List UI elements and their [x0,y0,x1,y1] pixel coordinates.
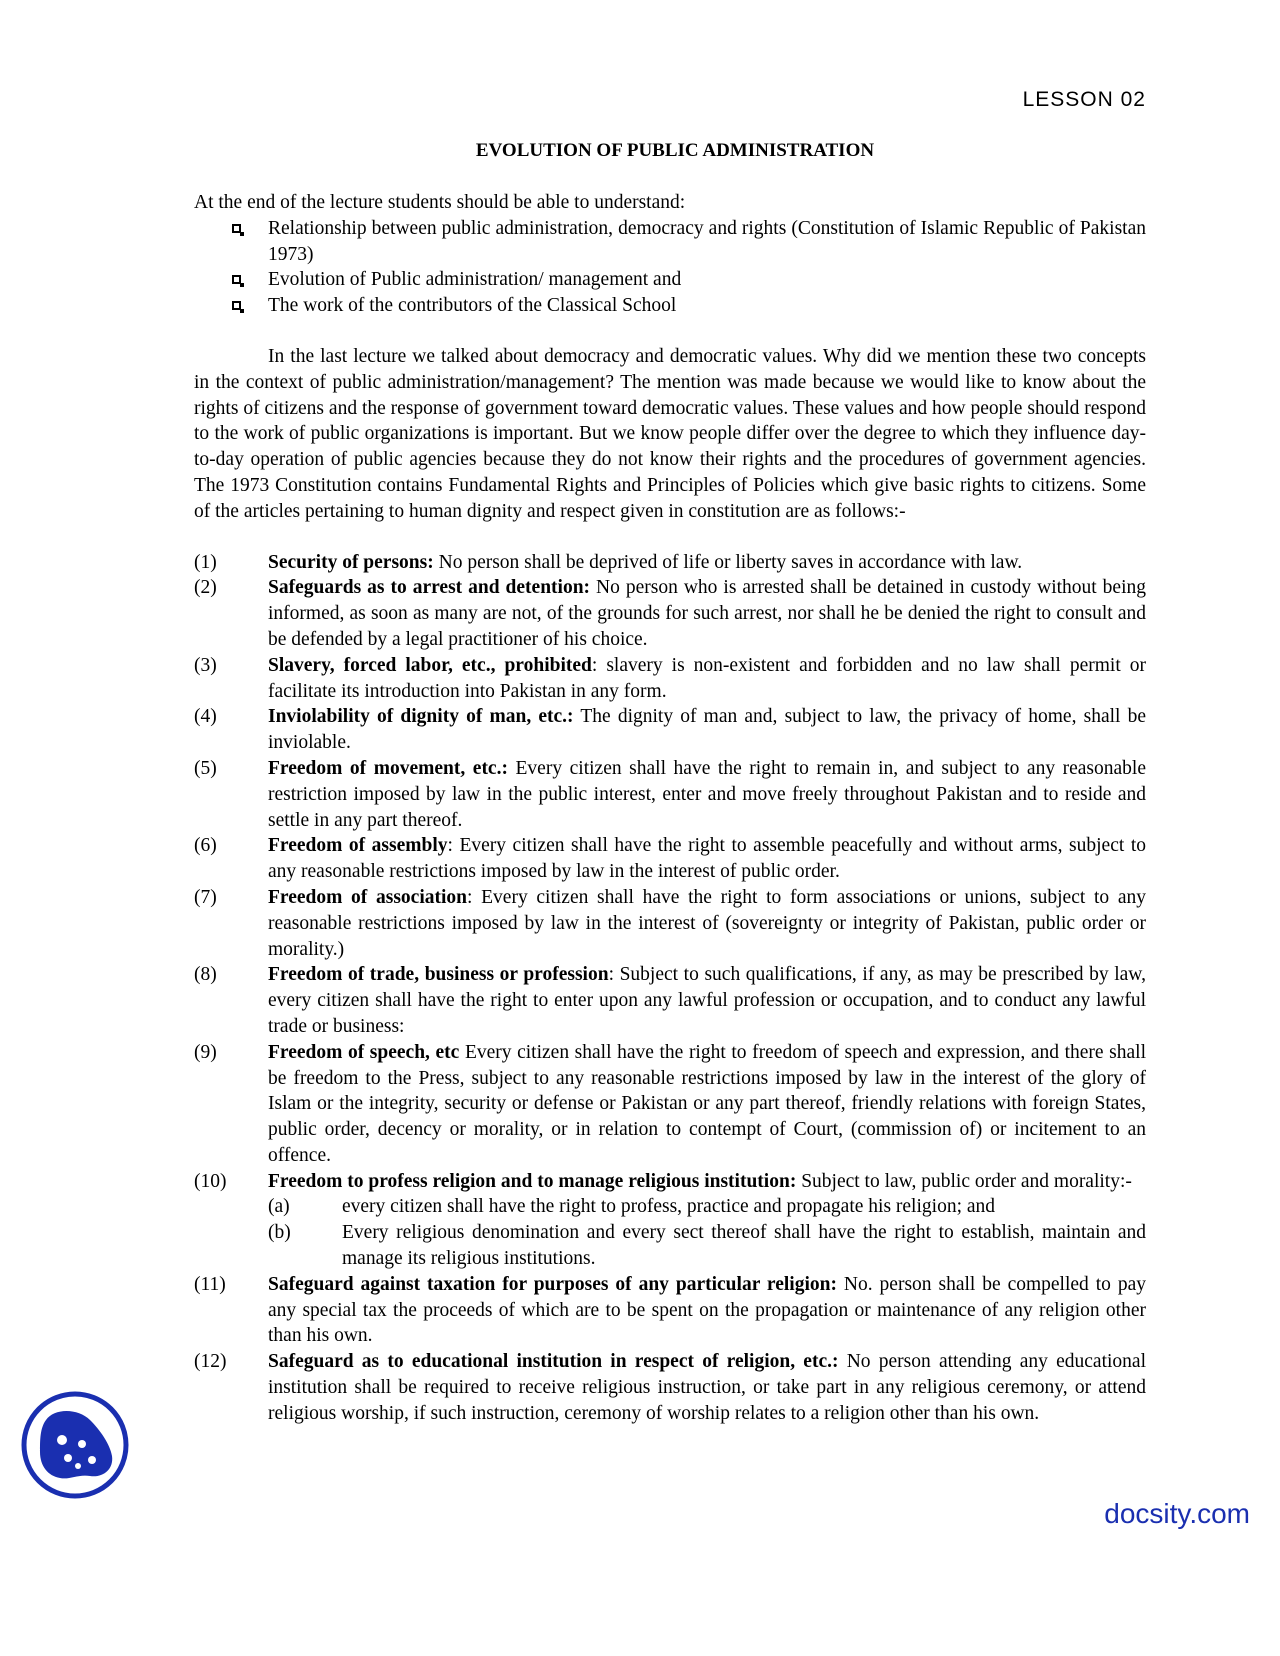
right-text: No. person shall be compelled to pay any special tax the proceeds of which are to be spent on the propagation or maintenance of any religion other than his own. [268,1273,1146,1347]
right-title: Security of persons: [268,551,434,573]
objective-item [194,216,1146,268]
right-text: : Subject to such qualifications, if any, as may be prescribed by law, every citizen shall have the right to enter upon any lawful profession or occupation, and to conduct any lawful trade or business: [268,964,1146,1037]
lesson-label: LESSON 02 [1022,88,1146,111]
objective-text: The work of the contributors of the Classical School [268,295,677,317]
objective-text: Relationship between public administration, democracy and rights (Constitution of Islamic Republic of Pakistan 1973) [268,217,1146,265]
right-title: Safeguard as to educational institution in respect of religion, etc.: [268,1351,839,1373]
right-title: Freedom of movement, etc.: [268,757,508,779]
objective-item [194,293,1146,319]
docsity-brand-link[interactable]: docsity.com [1104,1498,1250,1529]
sub-text: Every religious denomination and every sect thereof shall have the right to establish, maintain and manage its religious institutions. [342,1222,1146,1270]
right-item [194,1272,1146,1349]
page-title: EVOLUTION OF PUBLIC ADMINISTRATION [475,140,875,161]
right-item [194,550,1146,576]
right-number: (10) [194,1170,227,1192]
right-number: (8) [194,964,217,986]
sub-number: (b) [268,1222,291,1244]
intro-text: At the end of the lecture students should be able to understand: [194,192,686,213]
right-number: (6) [194,835,217,857]
objective-text: Evolution of Public administration/ management and [268,269,682,291]
rights-list [194,550,1146,1427]
right-item [194,1349,1146,1426]
right-item [194,575,1146,652]
document-body [194,190,1146,1427]
checkbox-bullet-icon [232,301,241,310]
right-title: Slavery, forced labor, etc., prohibited [268,654,592,676]
sub-number: (a) [268,1196,290,1218]
right-item [194,885,1146,962]
sub-text: every citizen shall have the right to profess, practice and propagate his religion; and [342,1196,996,1218]
right-item [194,1040,1146,1169]
right-text: No person who is arrested shall be detained in custody without being informed, as soon as many are not, of the grounds for such arrest, nor shall he be denied the right to consult and be defended by a legal practitioner of his choice. [268,577,1147,650]
right-item [194,1169,1146,1272]
objectives-list [194,216,1146,319]
right-text: No person attending any educational institution shall be required to receive religious instruction, or take part in any religious ceremony, or attend religious worship, if such instruction, ceremony of worship relates to a religion other than his own. [268,1351,1146,1424]
docsity-logo-icon[interactable] [20,1390,130,1500]
objective-item [194,267,1146,293]
right-number: (2) [194,577,217,599]
right-item [194,704,1146,756]
right-title: Freedom to profess religion and to manage religious institution: [268,1170,797,1192]
sub-item [268,1220,1146,1272]
right-title: Safeguards as to arrest and detention: [268,577,591,599]
right-title: Freedom of assembly [268,835,448,857]
right-text: Every citizen shall have the right to remain in, and subject to any reasonable restriction imposed by law in the public interest, enter and move freely throughout Pakistan and to reside and settle in any part thereof. [268,757,1146,831]
right-number: (12) [194,1351,227,1373]
right-item [194,756,1146,833]
right-number: (4) [194,706,217,728]
right-title: Freedom of trade, business or profession [268,964,609,986]
right-title: Freedom of speech, etc [268,1041,460,1063]
checkbox-bullet-icon [232,275,241,284]
right-text: No person shall be deprived of life or liberty saves in accordance with law. [433,551,1023,573]
right-number: (5) [194,757,217,779]
right-text: The dignity of man and, subject to law, the privacy of home, shall be inviolable. [268,706,1146,754]
sub-list [268,1194,1146,1271]
right-item [194,653,1146,705]
checkbox-bullet-icon [232,224,241,233]
right-number: (7) [194,886,217,908]
right-title: Safeguard against taxation for purposes of any particular religion: [268,1273,837,1295]
right-number: (11) [194,1273,226,1295]
right-title: Freedom of association [268,886,468,908]
right-text: : Every citizen shall have the right to assemble peacefully and without arms, subject to any reasonable restrictions imposed by law in the interest of public order. [268,835,1146,883]
right-number: (3) [194,654,217,676]
right-number: (1) [194,551,217,573]
sub-item [268,1194,1146,1220]
right-number: (9) [194,1041,217,1063]
right-text: Subject to law, public order and morality:- [796,1170,1132,1192]
right-text: Every citizen shall have the right to freedom of speech and expression, and there shall be freedom to the Press, subject to any reasonable restrictions imposed by law in the interest of the glory of Islam or the integrity, security or defense or Pakistan or any part thereof, friendly relations with foreign States, public order, decency or morality, or in relation to contempt of Court, (commission of) or incitement to an offence. [268,1041,1147,1166]
right-item [194,833,1146,885]
right-item [194,962,1146,1039]
right-text: : slavery is non-existent and forbidden and no law shall permit or facilitate its introduction into Pakistan in any form. [268,654,1146,702]
body-paragraph: In the last lecture we talked about democracy and democratic values. Why did we mention these two concepts in the context of public administration/management? The mention was made because we would like to know about the rights of citizens and the response of government toward democratic values. These values and how people should respond to the work of public organizations is important. But we know people differ over the degree to which they influence day-to-day operation of public agencies because they do not know their rights and the procedures of government agencies. The 1973 Constitution contains Fundamental Rights and Principles of Policies which give basic rights to citizens. Some of the articles pertaining to human dignity and respect given in constitution are as follows:- [194,345,1146,522]
right-text: : Every citizen shall have the right to form associations or unions, subject to any reasonable restrictions imposed by law in the interest of (sovereignty or integrity of Pakistan, public order or morality.) [268,886,1146,960]
right-title: Inviolability of dignity of man, etc.: [268,706,574,728]
